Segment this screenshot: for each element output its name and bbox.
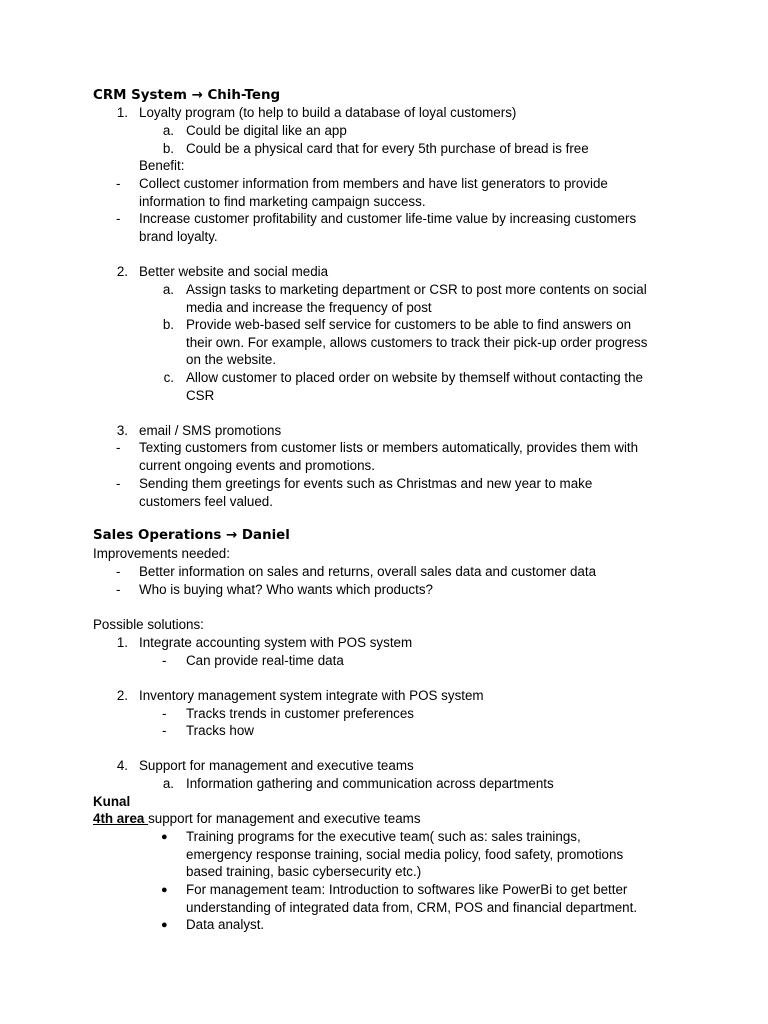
kunal-bullet2-line1: For management team: Introduction to softwares like PowerBi to get better	[186, 882, 628, 897]
sales-sol2-sub2-marker: -	[162, 723, 167, 738]
sales-heading: Sales Operations → Daniel	[93, 528, 290, 543]
crm-benefit1-marker: -	[116, 176, 121, 191]
crm-item3-bullet1-line1: Texting customers from customer lists or members automatically, provides them with	[139, 440, 639, 455]
crm-item2-a-line1: Assign tasks to marketing department or CSR to post more contents on social	[186, 282, 647, 297]
crm-benefit2-line2: brand loyalty.	[139, 229, 218, 244]
sales-sol2-text: Inventory management system integrate with POS system	[139, 688, 484, 703]
crm-benefit1-line1: Collect customer information from members and have list generators to provide	[139, 176, 608, 191]
sales-sol1-number: 1.	[116, 635, 128, 650]
crm-item1-a-marker: a.	[162, 123, 174, 138]
crm-item2-c-line1: Allow customer to placed order on website by themself without contacting the	[186, 370, 644, 385]
sales-sol4-number: 4.	[116, 758, 128, 773]
crm-item2-b-line3: on the website.	[186, 352, 277, 367]
crm-item3-text: email / SMS promotions	[139, 423, 282, 438]
crm-item2-text: Better website and social media	[139, 264, 329, 279]
crm-benefit-label: Benefit:	[139, 158, 185, 173]
sales-sol1-text: Integrate accounting system with POS system	[139, 635, 413, 650]
crm-item2-b-marker: b.	[162, 317, 174, 332]
kunal-bullet1-marker: ●	[161, 831, 168, 843]
kunal-area-text: support for management and executive teams	[148, 811, 421, 826]
sales-improvement1-text: Better information on sales and returns, overall sales data and customer data	[139, 564, 597, 579]
sales-sol2-sub1-text: Tracks trends in customer preferences	[186, 706, 414, 721]
sales-sol2-sub2-text: Tracks how	[186, 723, 254, 738]
kunal-name: Kunal	[93, 794, 131, 809]
sales-improvements-label: Improvements needed:	[93, 546, 230, 561]
crm-item3-bullet2-line2: customers feel valued.	[139, 494, 273, 509]
sales-sol4-text: Support for management and executive teams	[139, 758, 414, 773]
crm-item1-text: Loyalty program (to help to build a database of loyal customers)	[139, 105, 517, 120]
sales-solutions-label: Possible solutions:	[93, 617, 204, 632]
kunal-bullet1-line1: Training programs for the executive team( such as: sales trainings,	[186, 829, 581, 844]
kunal-area-line	[93, 810, 421, 827]
crm-item2-a-marker: a.	[162, 282, 174, 297]
kunal-bullet1-line2: emergency response training, social media policy, food safety, promotions	[186, 847, 624, 862]
crm-item2-a-line2: media and increase the frequency of post	[186, 300, 432, 315]
kunal-bullet2-marker: ●	[161, 884, 168, 896]
sales-sol4-a-marker: a.	[162, 776, 174, 791]
sales-improvement2-marker: -	[116, 582, 121, 597]
crm-item2-b-line2: their own. For example, allows customers to track their pick-up order progress	[186, 335, 648, 350]
sales-sol1-sub1-text: Can provide real-time data	[186, 653, 344, 668]
sales-sol1-sub1-marker: -	[162, 653, 167, 668]
crm-item2-c-marker: c.	[163, 370, 174, 385]
kunal-bullet1-line3: based training, basic cybersecurity etc.)	[186, 864, 422, 879]
crm-item2-number: 2.	[116, 264, 128, 279]
crm-item1-b-marker: b.	[162, 141, 174, 156]
crm-item2-c-line2: CSR	[186, 388, 215, 403]
crm-benefit1-line2: information to find marketing campaign success.	[139, 194, 426, 209]
crm-item3-bullet1-line2: current ongoing events and promotions.	[139, 458, 375, 473]
crm-item1-a-text: Could be digital like an app	[186, 123, 347, 138]
kunal-bullet2-line2: understanding of integrated data from, CRM, POS and financial department.	[186, 900, 638, 915]
crm-item2-b-line1: Provide web-based self service for customers to be able to find answers on	[186, 317, 632, 332]
crm-heading: CRM System → Chih-Teng	[93, 88, 281, 103]
crm-item3-bullet1-marker: -	[116, 440, 121, 455]
crm-item3-bullet2-line1: Sending them greetings for events such as Christmas and new year to make	[139, 476, 593, 491]
sales-sol4-a-text: Information gathering and communication across departments	[186, 776, 554, 791]
kunal-bullet3-marker: ●	[161, 919, 168, 931]
sales-sol2-number: 2.	[116, 688, 128, 703]
crm-item3-number: 3.	[116, 423, 128, 438]
sales-improvement1-marker: -	[116, 564, 121, 579]
crm-item1-b-text: Could be a physical card that for every 5th purchase of bread is free	[186, 141, 589, 156]
kunal-bullet3-line1: Data analyst.	[186, 917, 265, 932]
crm-item1-number: 1.	[116, 105, 128, 120]
crm-item3-bullet2-marker: -	[116, 476, 121, 491]
sales-sol2-sub1-marker: -	[162, 706, 167, 721]
kunal-area-label: 4th area	[93, 811, 149, 826]
sales-improvement2-text: Who is buying what? Who wants which products?	[139, 582, 433, 597]
crm-benefit2-marker: -	[116, 211, 121, 226]
crm-benefit2-line1: Increase customer profitability and customer life-time value by increasing customers	[139, 211, 637, 226]
